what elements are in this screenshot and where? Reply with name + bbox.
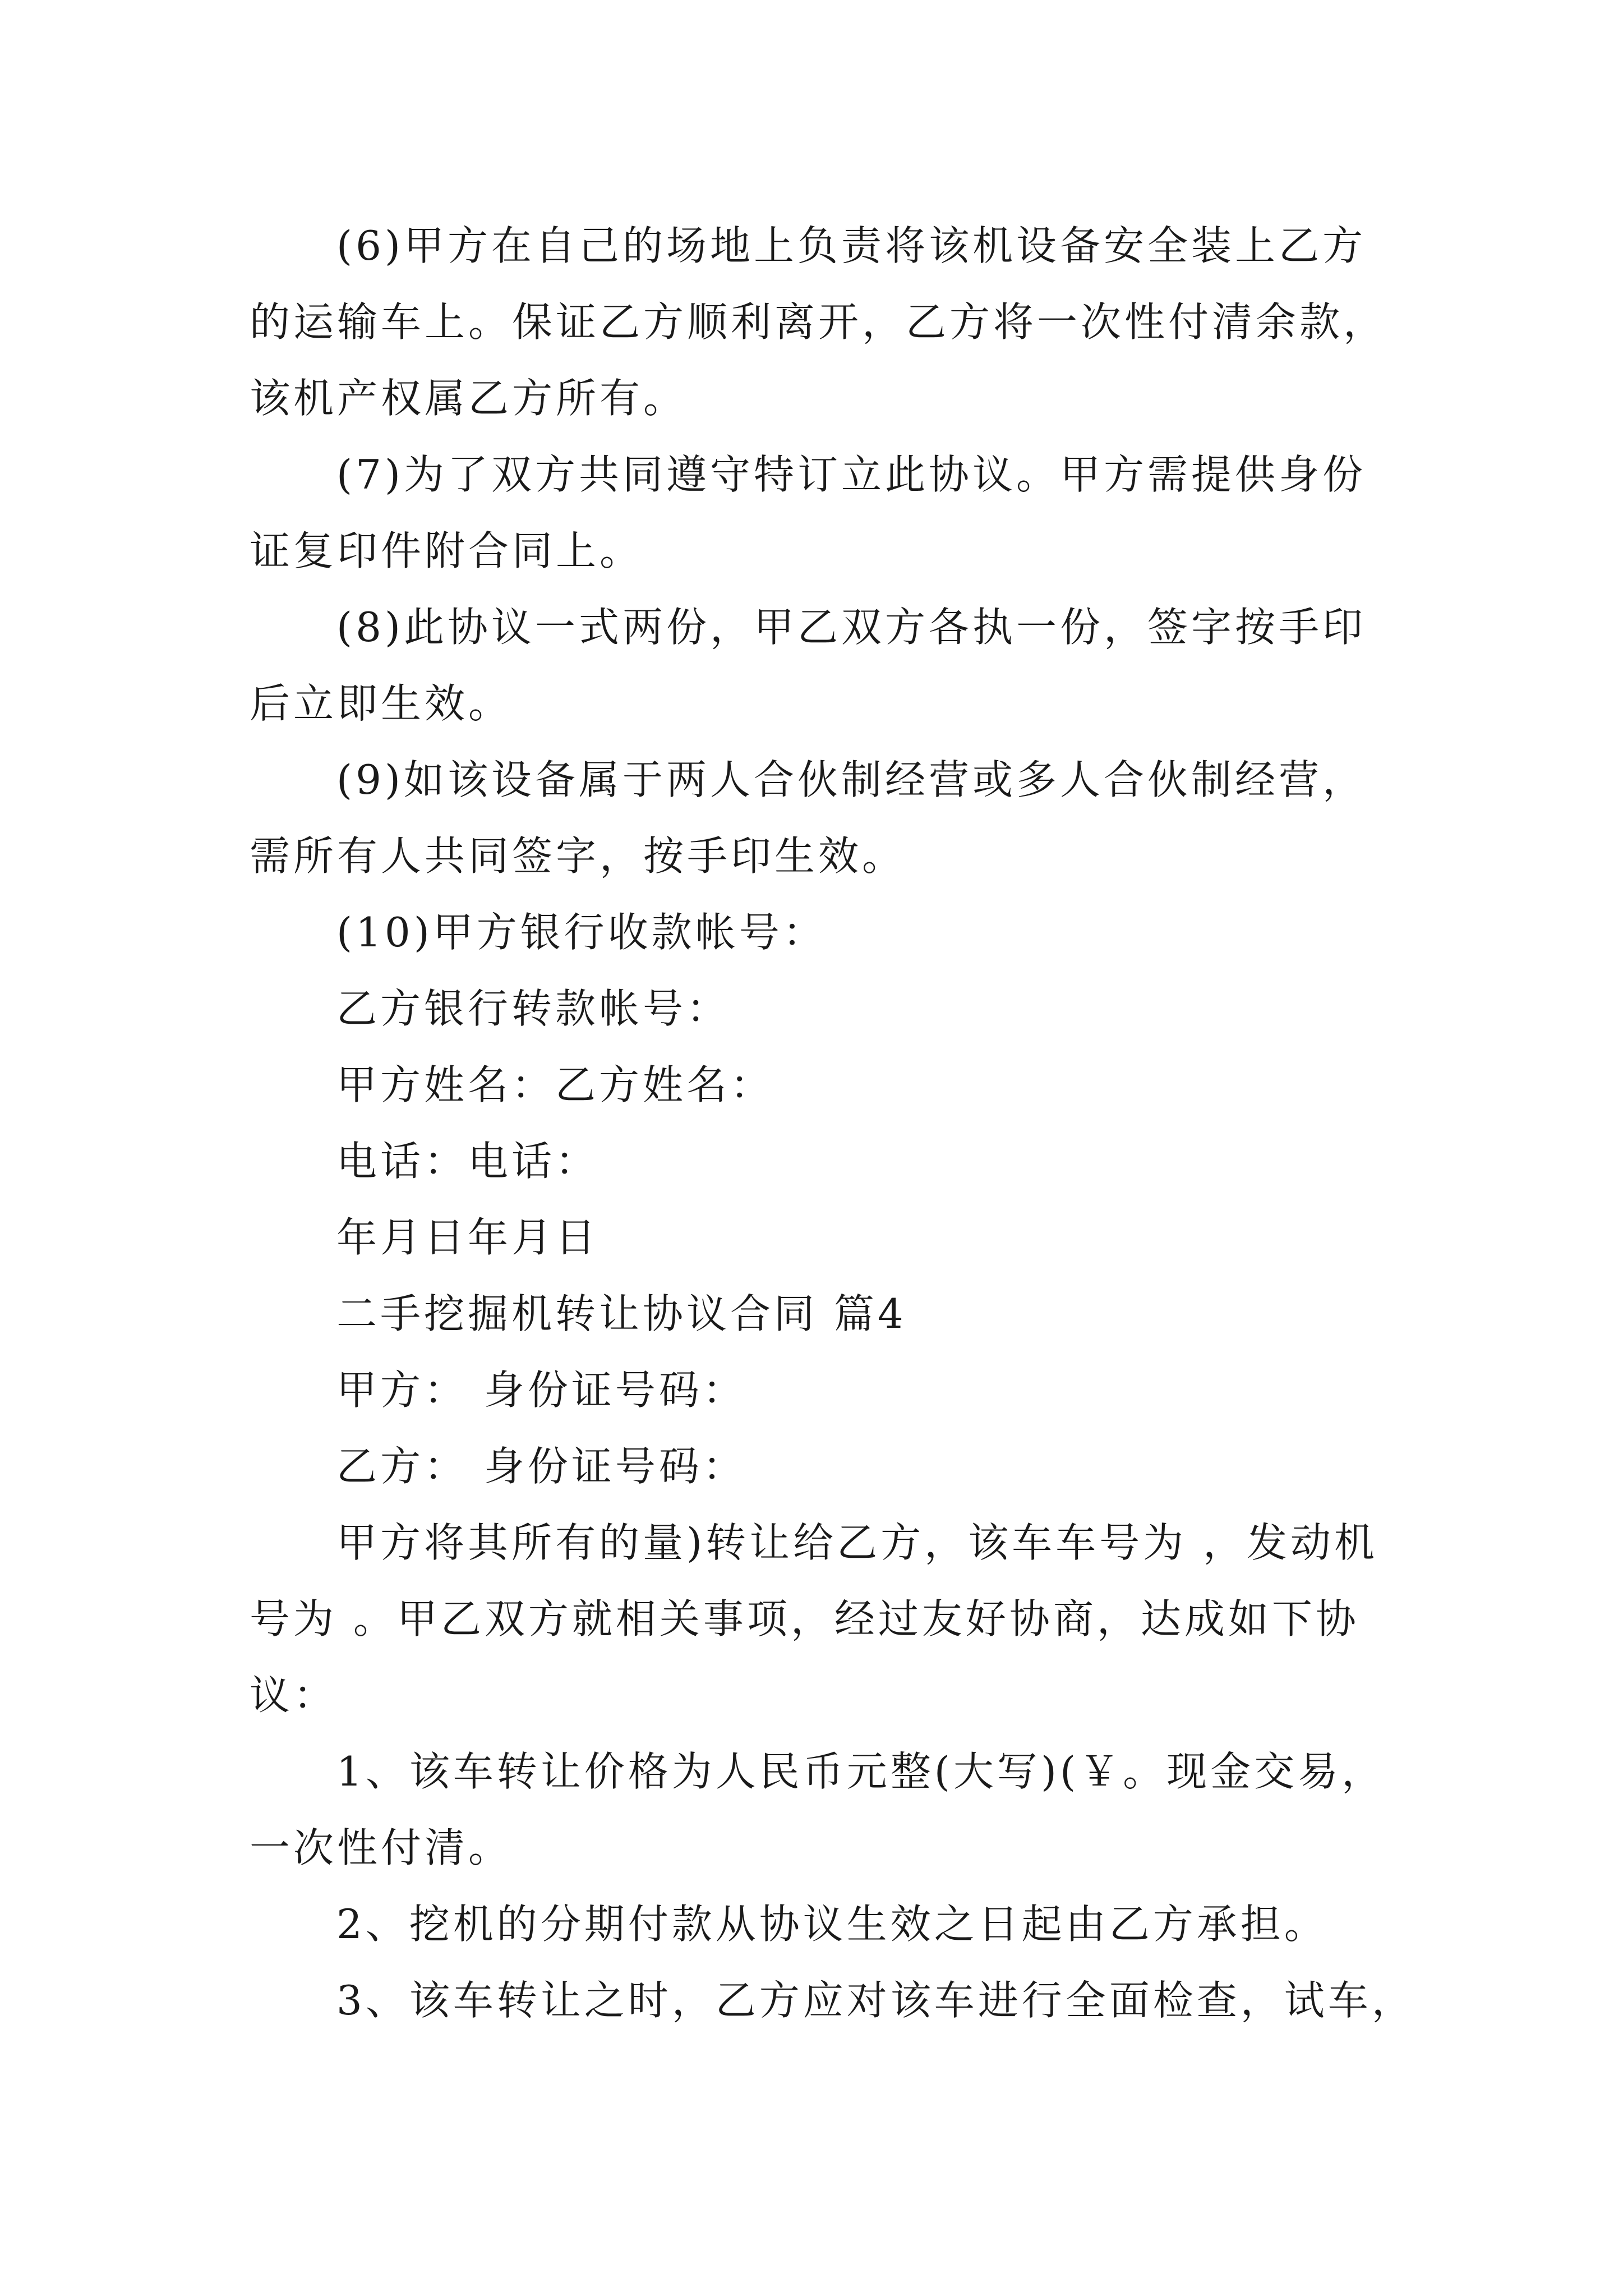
section-heading: 二手挖掘机转让协议合同 篇4 (336, 1290, 907, 1337)
clause-6-line-3: 该机产权属乙方所有。 (250, 375, 688, 422)
party-a-id-line: 甲方： 身份证号码： (336, 1366, 746, 1414)
party-b-bank-account-line: 乙方银行转款帐号： (336, 985, 731, 1032)
clause-7-line-1: (7)为了双方共同遵守特订立此协议。甲方需提供身份 (336, 451, 1366, 498)
clause-7-line-2: 证复印件附合同上。 (250, 527, 644, 574)
party-b-id-line: 乙方： 身份证号码： (336, 1443, 746, 1490)
clause-2-line: 2、挖机的分期付款从协议生效之日起由乙方承担。 (336, 1901, 1328, 1948)
date-line: 年月日年月日 (336, 1214, 600, 1261)
clause-1-line-2: 一次性付清。 (250, 1824, 513, 1871)
intro-line-2: 号为 。甲乙双方就相关事项，经过友好协商，达成如下协 (250, 1595, 1359, 1642)
clause-8-line-2: 后立即生效。 (250, 680, 513, 727)
phone-line: 电话：电话： (336, 1138, 600, 1185)
clause-6-line-2: 的运输车上。保证乙方顺利离开，乙方将一次性付清余款， (250, 298, 1387, 346)
clause-1-line-1: 1、该车转让价格为人民币元整(大写)(￥。现金交易， (336, 1748, 1386, 1795)
clause-3-line-1: 3、该车转让之时，乙方应对该车进行全面检查，试车， (336, 1977, 1415, 2024)
names-line: 甲方姓名：乙方姓名： (336, 1061, 774, 1108)
clause-9-line-1: (9)如该设备属于两人合伙制经营或多人合伙制经营， (336, 756, 1366, 803)
clause-6-line-1: (6)甲方在自己的场地上负责将该机设备安全装上乙方 (336, 222, 1366, 269)
clause-8-line-1: (8)此协议一式两份，甲乙双方各执一份，签字按手印 (336, 604, 1366, 651)
intro-line-1: 甲方将其所有的量)转让给乙方，该车车号为 ，发动机 (336, 1519, 1378, 1566)
clause-9-line-2: 需所有人共同签字，按手印生效。 (250, 832, 906, 880)
clause-10-line: (10)甲方银行收款帐号： (336, 909, 827, 956)
intro-line-3: 议： (250, 1672, 338, 1719)
